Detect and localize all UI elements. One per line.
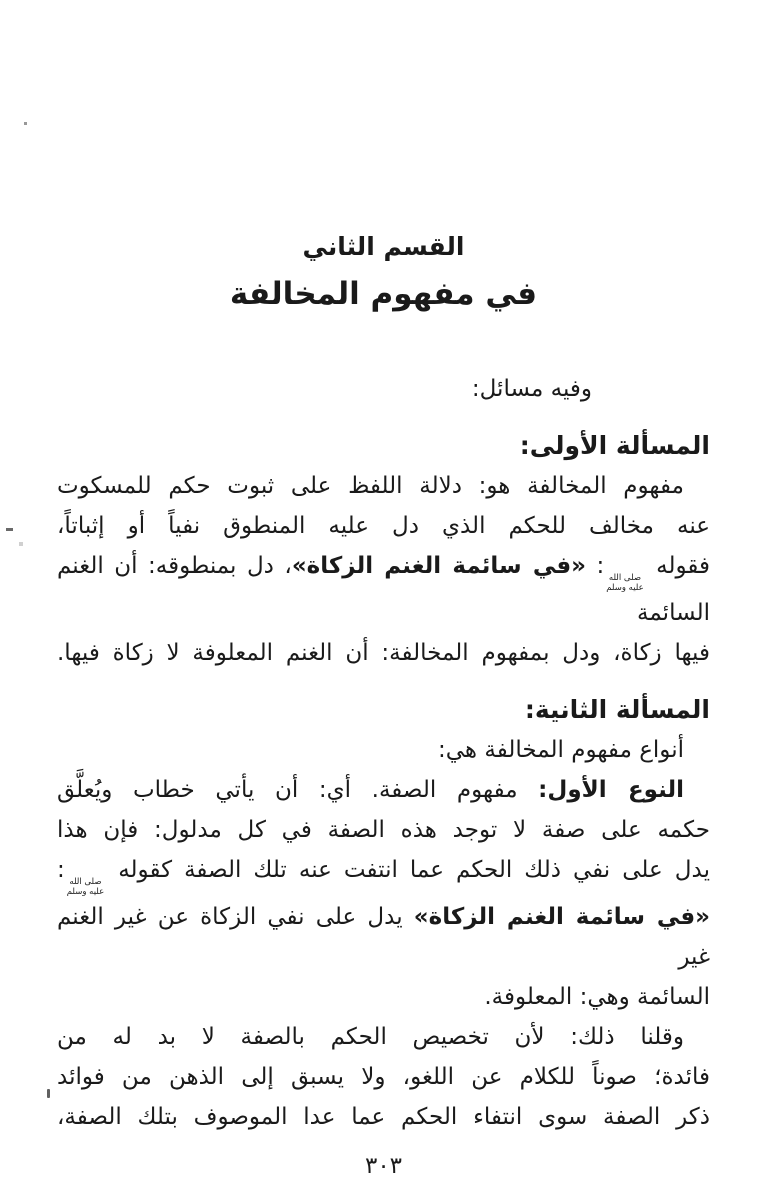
section-heading: المسألة الأولى: bbox=[519, 431, 710, 460]
sallallahu-alayhi-wasallam-icon bbox=[67, 877, 104, 897]
text-run: السائمة وهي: المعلوفة. bbox=[484, 984, 710, 1010]
scan-artifact bbox=[47, 1089, 50, 1098]
sws-text-row: عليه وسلم bbox=[606, 583, 644, 593]
sws-text-row: صلى الله bbox=[608, 573, 642, 583]
bold-text-run: النوع الأول: bbox=[538, 777, 684, 803]
text-run: مفهوم المخالفة هو: دلالة اللفظ على ثبوت حكم للمسكوت bbox=[57, 473, 684, 499]
text-run: ، دل بمنطوقه: أن الغنم السائمة bbox=[57, 553, 710, 626]
text-line bbox=[57, 506, 710, 546]
text-column bbox=[57, 0, 710, 1181]
text-line bbox=[57, 633, 710, 673]
page-number: ٣٠٣ bbox=[364, 1153, 403, 1179]
sallallahu-alayhi-wasallam-icon bbox=[606, 573, 643, 593]
text-line bbox=[57, 546, 710, 633]
text-line bbox=[57, 1017, 710, 1057]
text-run: يدل على نفي ذلك الحكم عما انتفت عنه تلك الصفة كقوله bbox=[106, 857, 710, 883]
text-run: ذكر الصفة سوى انتفاء الحكم عما عدا الموصوف بتلك الصفة، bbox=[57, 1104, 710, 1130]
text-line bbox=[57, 897, 710, 977]
scan-artifact bbox=[24, 122, 27, 125]
sws-text-row: صلى الله bbox=[69, 877, 102, 887]
body-text bbox=[57, 426, 710, 1137]
scan-artifact bbox=[6, 528, 13, 531]
text-run: أنواع مفهوم المخالفة هي: bbox=[438, 737, 684, 763]
text-run: فيها زكاة، ودل بمفهوم المخالفة: أن الغنم المعلوفة لا زكاة فيها. bbox=[57, 640, 710, 666]
text-run: : bbox=[586, 553, 605, 579]
text-line bbox=[57, 730, 710, 770]
text-run: فائدة؛ صوناً للكلام عن اللغو، ولا يسبق إلى الذهن من فوائد bbox=[57, 1064, 710, 1090]
sws-text-row: عليه وسلم bbox=[66, 887, 105, 897]
chapter-title: في مفهوم المخالفة bbox=[229, 276, 538, 312]
text-run: حكمه على صفة لا توجد هذه الصفة في كل مدلول: فإن هذا bbox=[57, 817, 710, 843]
scan-artifact bbox=[19, 542, 23, 546]
text-run: : bbox=[57, 857, 65, 883]
text-line bbox=[57, 466, 710, 506]
text-run: مفهوم الصفة. أي: أن يأتي خطاب ويُعلَّق bbox=[57, 777, 539, 803]
part-title: القسم الثاني bbox=[302, 232, 465, 261]
text-run: يدل على نفي الزكاة عن غير الغنم غير bbox=[57, 904, 710, 970]
text-run: فقوله bbox=[645, 553, 711, 579]
intro-line: وفيه مسائل: bbox=[471, 376, 592, 402]
text-line bbox=[57, 977, 710, 1017]
text-line bbox=[57, 810, 710, 850]
text-line bbox=[57, 1057, 710, 1097]
text-line bbox=[57, 850, 710, 897]
text-run: عنه مخالف للحكم الذي دل عليه المنطوق نفياً أو إثباتاً، bbox=[57, 513, 710, 539]
section-heading: المسألة الثانية: bbox=[524, 695, 710, 724]
text-line bbox=[57, 770, 710, 810]
text-line bbox=[57, 1097, 710, 1137]
text-run: وقلنا ذلك: لأن تخصيص الحكم بالصفة لا بد له من bbox=[57, 1024, 684, 1050]
bold-text-run: «في سائمة الغنم الزكاة» bbox=[291, 553, 587, 579]
bold-text-run: «في سائمة الغنم الزكاة» bbox=[413, 904, 711, 930]
